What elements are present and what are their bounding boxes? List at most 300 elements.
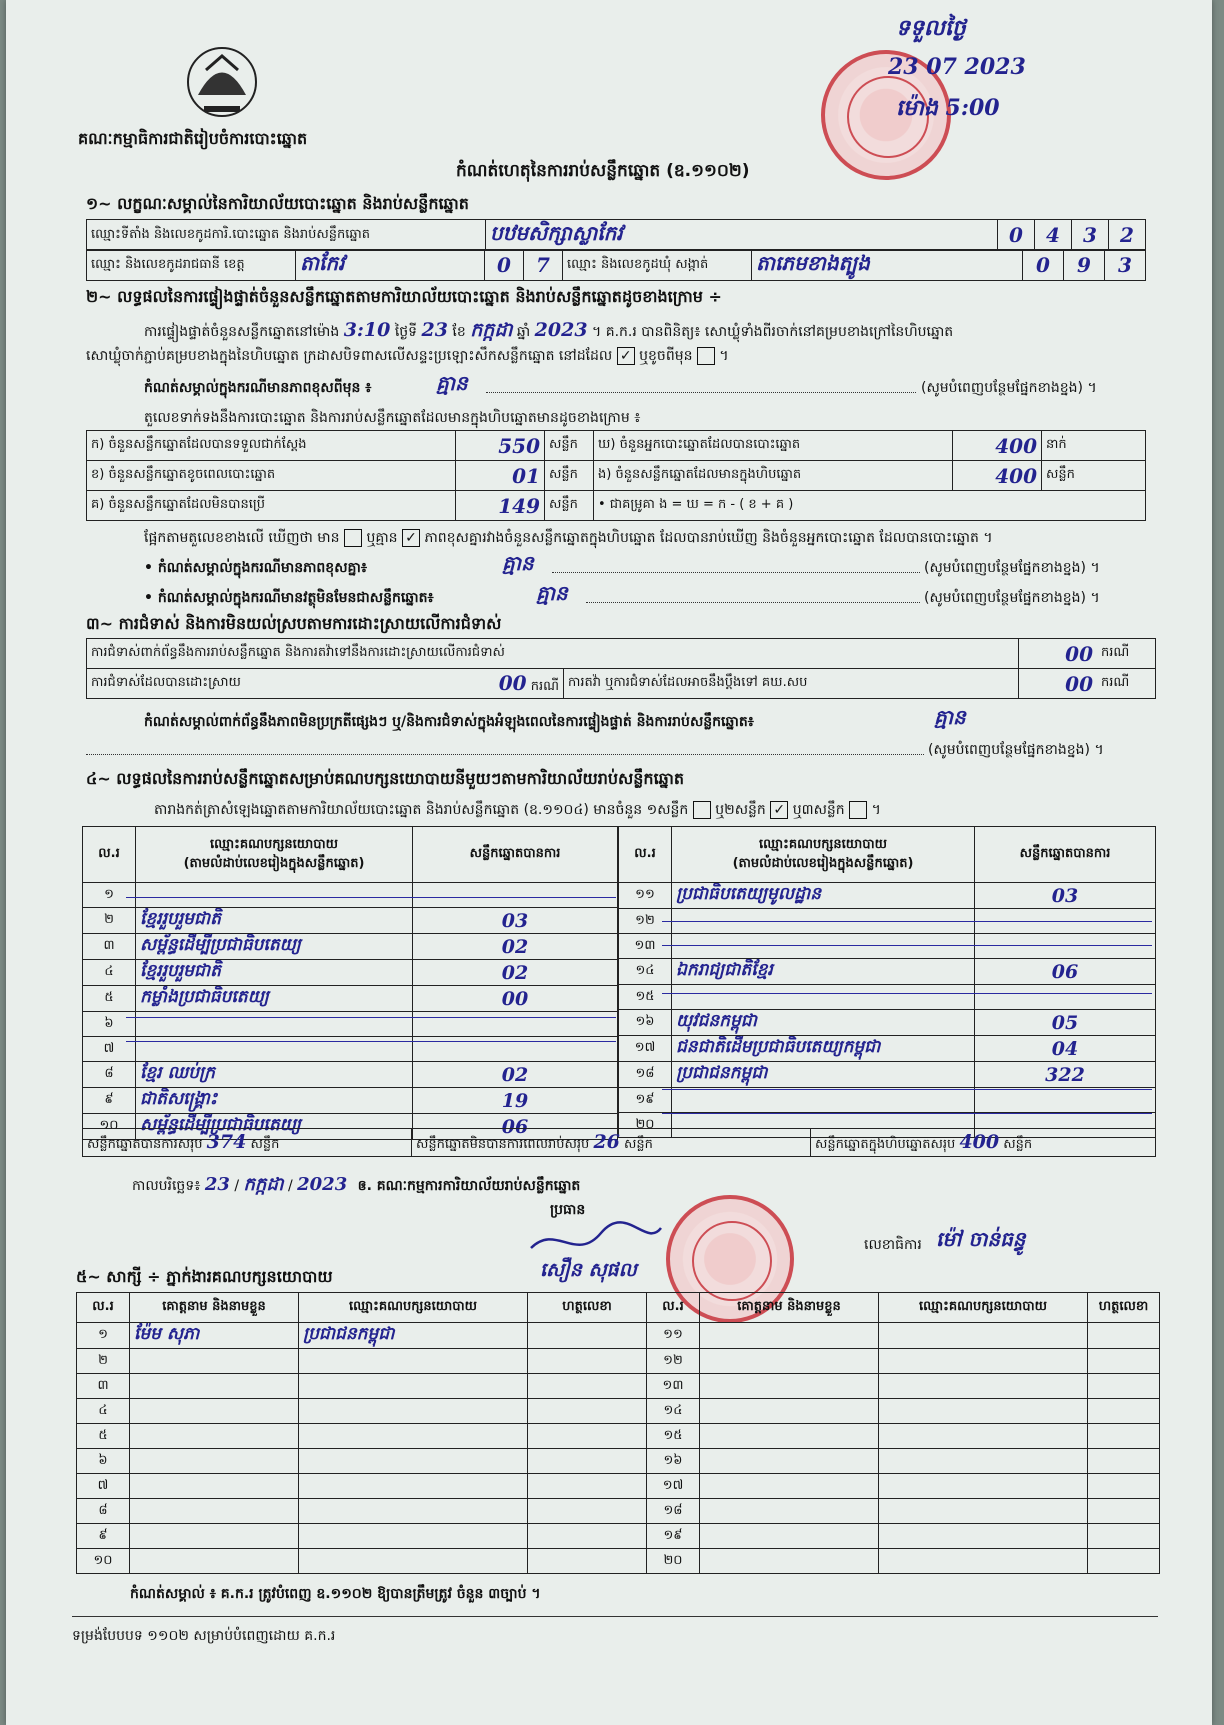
objection-row2b-unit: ករណី <box>1097 669 1156 699</box>
witness-signature <box>1088 1524 1160 1549</box>
p2-text: សោឃ្លុំចាក់ភ្ជាប់គម្របខាងក្នុងនៃហិបឆ្នោត ក្រដាសបិទពាសលើសន្ទះប្រឡោះសឹកសន្លឹកឆ្នោត នៅដដែល <box>86 348 613 364</box>
witness-no: ១៥ <box>647 1424 700 1449</box>
counts-table <box>86 430 1146 521</box>
result-no: ៥ <box>83 986 136 1012</box>
result-party: ឯករាជ្យជាតិខ្មែរ <box>672 959 975 985</box>
witness-name <box>700 1349 879 1374</box>
witness-party <box>879 1424 1088 1449</box>
witness-signature <box>1088 1499 1160 1524</box>
result-no: ៧ <box>83 1037 136 1062</box>
witness-name <box>130 1474 299 1499</box>
stamp-received-label: ទទួលថ្ងៃ <box>896 15 966 41</box>
location-label: ឈ្មោះទីតាំង និងលេខកូដការិ.បោះឆ្នោត និងរាប់សន្លឹកឆ្នោត <box>87 220 486 251</box>
witness-party: ប្រជាជនកម្ពុជា <box>299 1323 528 1349</box>
witness-no: ៨ <box>77 1499 130 1524</box>
result-party: ជនជាតិដើមប្រជាធិបតេយ្យកម្ពុជា <box>672 1036 975 1062</box>
commune-label: ឈ្មោះ និងលេខកូដឃុំ សង្កាត់ <box>563 250 752 281</box>
p1-month-label: ខែ <box>452 324 466 340</box>
p1-day-label: ថ្ងៃទី <box>394 324 418 340</box>
result-row <box>83 934 618 960</box>
p1-year-label: ឆ្នាំ <box>516 324 531 340</box>
objection-row1-label: ការជំទាស់ពាក់ព័ន្ធនឹងការរាប់សន្លឹកឆ្នោត និងការតវ៉ាទៅនឹងការដោះស្រាយលើការជំទាស់ <box>87 639 1019 669</box>
witness-party <box>299 1524 528 1549</box>
witness-name <box>700 1549 879 1574</box>
has-difference-checkbox[interactable] <box>344 529 362 547</box>
result-row <box>619 959 1156 985</box>
witness-signature <box>1088 1549 1160 1574</box>
witness-no: ៣ <box>77 1374 130 1399</box>
result-row <box>83 986 618 1012</box>
objection-row2b-label: ការតវ៉ា ឬការជំទាស់ដែលអាចនឹងប្តឹងទៅ គឃ.សប <box>564 669 1019 699</box>
date-day: 23 <box>204 1174 230 1195</box>
col-no: ល.រ <box>83 827 136 883</box>
witness-no: ៦ <box>77 1449 130 1474</box>
result-row <box>619 1062 1156 1088</box>
count-c-label: គ) ចំនួនសន្លឹកឆ្នោតដែលមិនបានប្រើ <box>87 491 456 521</box>
secretary-name: ម៉ៅ ចាន់ធន្ធូ <box>936 1227 1026 1251</box>
subline-a: តារាងកត់ត្រាសំឡេងឆ្នោតតាមការិយាល័យបោះឆ្នោត និងរាប់សន្លឹកឆ្នោត (ឧ.១១០៤) មានចំនួន ១សន្លឹក <box>154 802 689 818</box>
difference-note-value: គ្មាន <box>436 371 468 395</box>
result-votes: 02 <box>413 1062 618 1088</box>
witness-party <box>299 1549 528 1574</box>
date-month: កក្កដា <box>243 1174 284 1195</box>
col-party-title: ឈ្មោះគណបក្សនយោបាយ <box>759 836 887 852</box>
result-party: ខ្មែររួបរួមជាតិ <box>136 960 413 986</box>
result-votes <box>413 883 618 908</box>
count-d-value: 400 <box>953 431 1042 461</box>
p3-b: ឬគ្មាន <box>366 530 398 546</box>
witness-party <box>879 1549 1088 1574</box>
witness-party <box>299 1474 528 1499</box>
witness-signature <box>528 1499 647 1524</box>
witness-party <box>879 1349 1088 1374</box>
result-votes: 322 <box>975 1062 1156 1088</box>
section1-table <box>86 219 1146 251</box>
section5-title: ៥~ សាក្សី ÷ ភ្នាក់ងារគណបក្សនយោបាយ <box>76 1267 333 1286</box>
col-no: ល.រ <box>619 827 672 883</box>
w-col-sign: ហត្ថលេខា <box>1088 1293 1160 1323</box>
total-invalid-label: សន្លឹកឆ្នោតមិនបានការពេលរាប់សរុប <box>416 1136 590 1152</box>
witness-row <box>77 1549 1160 1574</box>
witness-signature <box>1088 1474 1160 1499</box>
result-votes <box>975 934 1156 959</box>
witness-no: ១៤ <box>647 1399 700 1424</box>
witness-row <box>77 1424 1160 1449</box>
section3-title: ៣~ ការជំទាស់ និងការមិនយល់ស្របតាមការដោះស្រាយលើការជំទាស់ <box>86 614 502 633</box>
witness-no: ១៣ <box>647 1374 700 1399</box>
verification-time: 3:10 <box>343 319 391 341</box>
witness-row <box>77 1374 1160 1399</box>
result-party: ខ្មែរ ឈប់ក្រ <box>136 1062 413 1088</box>
count-c-value: 149 <box>456 491 545 521</box>
result-no: ១០ <box>83 1114 136 1140</box>
verification-paragraph <box>144 318 953 346</box>
result-row <box>83 908 618 934</box>
col-party <box>672 827 975 883</box>
fill-hint: (សូមបំពេញបន្ថែមផ្នែកខាងខ្នង) ។ <box>921 380 1097 396</box>
witness-party <box>299 1399 528 1424</box>
witness-name <box>130 1499 299 1524</box>
result-no: ២០ <box>619 1113 672 1138</box>
witness-signature <box>1088 1424 1160 1449</box>
objection-row2-cell <box>455 669 564 699</box>
commune-code-digit: 0 <box>1023 250 1064 281</box>
result-no: ១ <box>83 883 136 908</box>
totals-table <box>82 1128 1156 1157</box>
count-c-unit: សន្លឹក <box>545 491 594 521</box>
p1-text: ការផ្ទៀងផ្ទាត់ចំនួនសន្លឹកឆ្នោតនៅម៉ោង <box>144 324 340 340</box>
witness-signature <box>1088 1399 1160 1424</box>
total-box-unit: សន្លឹក <box>1003 1136 1033 1152</box>
irregularity-note-value: គ្មាន <box>934 705 966 729</box>
result-votes <box>975 985 1156 1010</box>
total-box-label: សន្លឹកឆ្នោតក្នុងហិបឆ្នោតសរុប <box>815 1136 956 1152</box>
result-votes: 04 <box>975 1036 1156 1062</box>
witness-name <box>130 1349 299 1374</box>
witness-table <box>76 1292 1160 1574</box>
bullet1-label: • កំណត់សម្គាល់ក្នុងករណីមានភាពខុសគ្នា៖ <box>144 560 368 576</box>
objections-table <box>86 638 1156 699</box>
footnote: កំណត់សម្គាល់ ៖ គ.ក.រ ត្រូវបំពេញ ឧ.១១០២ ឱ្យបានត្រឹមត្រូវ ចំនួន ៣ច្បាប់ ។ <box>130 1586 541 1602</box>
witness-no: ១៩ <box>647 1524 700 1549</box>
result-row <box>83 1088 618 1114</box>
results-table-left <box>82 826 618 1140</box>
result-row <box>83 960 618 986</box>
witness-name <box>700 1323 879 1349</box>
p3-c: ភាពខុសគ្នារវាងចំនួនសន្លឹកឆ្នោតក្នុងហិបឆ្នោត ដែលបានរាប់ឃើញ និងចំនួនអ្នកបោះឆ្នោត ដែលបានបោះឆ្នោត ។ <box>424 530 993 546</box>
witness-no: ១៧ <box>647 1474 700 1499</box>
witness-signature <box>528 1549 647 1574</box>
subline-b: ឬ២សន្លឹក <box>715 802 766 818</box>
col-party-sub: (តាមលំដាប់លេខរៀងក្នុងសន្លឹកឆ្នោត) <box>732 855 914 871</box>
formula-text: • ជាគម្រូគា ង = ឃ = ក - ( ខ + គ ) <box>594 491 1146 521</box>
count-b-label: ខ) ចំនួនសន្លឹកឆ្នោតខូចពេលបោះឆ្នោត <box>87 461 456 491</box>
intact-checkbox[interactable]: ✓ <box>617 347 635 365</box>
result-no: ១២ <box>619 909 672 934</box>
witness-no: ១១ <box>647 1323 700 1349</box>
chair-name: សឿន សុផល <box>540 1259 637 1281</box>
witness-name <box>130 1374 299 1399</box>
result-party <box>672 1088 975 1113</box>
result-no: ៩ <box>83 1088 136 1114</box>
result-party <box>136 1012 413 1037</box>
total-valid-value: 374 <box>206 1130 247 1153</box>
witness-signature <box>528 1474 647 1499</box>
result-party: សម្ព័ន្ធដើម្បីប្រជាធិបតេយ្យ <box>136 934 413 960</box>
witness-no: ៧ <box>77 1474 130 1499</box>
result-votes: 02 <box>413 934 618 960</box>
total-box-cell <box>811 1129 1156 1157</box>
result-row <box>619 1088 1156 1113</box>
verification-month: កក្កដា <box>470 319 513 341</box>
tally-sheets-line: តារាងកត់ត្រាសំឡេងឆ្នោតតាមការិយាល័យបោះឆ្នោត និងរាប់សន្លឹកឆ្នោត (ឧ.១១០៤) មានចំនួន ១សន្លឹក ឬ២សន្លឹក ✓ ឬ៣សន្លឹក ។ <box>154 802 881 818</box>
witness-party <box>879 1374 1088 1399</box>
result-votes: 06 <box>413 1114 618 1140</box>
province-code-digit: 7 <box>524 250 563 281</box>
witness-no: ៤ <box>77 1399 130 1424</box>
witness-no: ២ <box>77 1349 130 1374</box>
count-d-label: ឃ) ចំនួនអ្នកបោះឆ្នោតដែលបានបោះឆ្នោត <box>594 431 953 461</box>
stamp-received-date: 23 07 2023 <box>888 54 1026 80</box>
witness-signature <box>528 1424 647 1449</box>
count-e-label: ង) ចំនួនសន្លឹកឆ្នោតដែលមានក្នុងហិបឆ្នោត <box>594 461 953 491</box>
witness-party <box>879 1499 1088 1524</box>
witness-no: ៩ <box>77 1524 130 1549</box>
objection-row1-unit: ករណី <box>1097 639 1156 669</box>
objection-row2-label: ការជំទាស់ដែលបានដោះស្រាយ <box>87 669 456 699</box>
result-votes: 02 <box>413 960 618 986</box>
witness-signature <box>528 1524 647 1549</box>
witness-name <box>130 1524 299 1549</box>
result-no: ១៥ <box>619 985 672 1010</box>
witness-row <box>77 1499 1160 1524</box>
witness-signature <box>528 1349 647 1374</box>
difference-note-label: កំណត់សម្គាល់ក្នុងករណីមានភាពខុសពីមុន ៖ <box>144 380 372 396</box>
one-sheet-checkbox[interactable] <box>693 801 711 819</box>
witness-signature <box>1088 1449 1160 1474</box>
chair-label: ប្រធាន <box>550 1202 586 1218</box>
result-votes <box>413 1012 618 1037</box>
witness-row <box>77 1349 1160 1374</box>
col-votes: សន្លឹកឆ្នោតបានការ <box>413 827 618 883</box>
witness-no: ៥ <box>77 1424 130 1449</box>
p2-or-text: ឬខូចពីមុន <box>639 348 693 364</box>
result-party <box>136 883 413 908</box>
result-votes: 00 <box>413 986 618 1012</box>
bullet2-hint: (សូមបំពេញបន្ថែមផ្នែកខាងខ្នង) ។ <box>924 590 1100 606</box>
result-party: ប្រជាធិបតេយ្យមូលដ្ឋាន <box>672 883 975 909</box>
verification-day: 23 <box>421 319 448 341</box>
result-row <box>83 1012 618 1037</box>
witness-signature <box>528 1399 647 1424</box>
result-no: ១៧ <box>619 1036 672 1062</box>
two-sheets-checkbox[interactable]: ✓ <box>770 801 788 819</box>
province-label: ឈ្មោះ និងលេខកូដរាជធានី ខេត្ត <box>87 250 296 281</box>
total-valid-unit: សន្លឹក <box>250 1136 280 1152</box>
bullet2-label: • កំណត់សម្គាល់ក្នុងករណីមានវត្ថុមិនមែនជាសន្លឹកឆ្នោត៖ <box>144 590 434 606</box>
witness-no: ១៦ <box>647 1449 700 1474</box>
witness-party <box>299 1499 528 1524</box>
witness-party <box>299 1449 528 1474</box>
total-invalid-cell <box>412 1129 811 1157</box>
witness-row <box>77 1474 1160 1499</box>
commune-value: តាភេមខាងត្បូង <box>752 250 1023 281</box>
three-sheets-checkbox[interactable] <box>849 801 867 819</box>
nec-emblem-icon <box>176 40 268 122</box>
result-row <box>619 883 1156 909</box>
province-value: តាកែវ <box>296 250 485 281</box>
result-no: ៤ <box>83 960 136 986</box>
no-difference-checkbox[interactable]: ✓ <box>402 529 420 547</box>
witness-party <box>879 1524 1088 1549</box>
witness-party <box>879 1449 1088 1474</box>
witness-party <box>299 1374 528 1399</box>
result-no: ១៣ <box>619 934 672 959</box>
count-e-unit: សន្លឹក <box>1042 461 1146 491</box>
w-col-no: ល.រ <box>77 1293 130 1323</box>
date-label: កាលបរិច្ឆេទ៖ <box>132 1178 201 1194</box>
result-row <box>619 934 1156 959</box>
section1-title: ១~ លក្ខណៈសម្គាល់នៃការិយាល័យបោះឆ្នោត និងរាប់សន្លឹកឆ្នោត <box>86 194 469 213</box>
stamp-received-time: ម៉ោង 5:00 <box>896 95 1000 121</box>
witness-row <box>77 1524 1160 1549</box>
w-col-sign: ហត្ថលេខា <box>528 1293 647 1323</box>
result-votes: 19 <box>413 1088 618 1114</box>
bullet1-hint: (សូមបំពេញបន្ថែមផ្នែកខាងខ្នង) ។ <box>924 560 1100 576</box>
count-a-label: ក) ចំនួនសន្លឹកឆ្នោតដែលបានទទួលជាក់ស្តែង <box>87 431 456 461</box>
witness-row <box>77 1399 1160 1424</box>
org-name: គណៈកម្មាធិការជាតិរៀបចំការបោះឆ្នោត <box>78 129 308 148</box>
date-line: កាលបរិច្ឆេទ៖ 23 / កក្កដា / 2023 ឲ. គណៈកម្មការការិយាល័យរាប់សន្លឹកឆ្នោត <box>132 1174 581 1195</box>
count-b-unit: សន្លឹក <box>545 461 594 491</box>
damaged-checkbox[interactable] <box>697 347 715 365</box>
result-no: ១៦ <box>619 1010 672 1036</box>
w-col-no: ល.រ <box>647 1293 700 1323</box>
witness-no: ១០ <box>77 1549 130 1574</box>
witness-no: ១ <box>77 1323 130 1349</box>
witness-signature <box>528 1323 647 1349</box>
witness-party <box>879 1474 1088 1499</box>
form-title: កំណត់ហេតុនៃការរាប់សន្លឹកឆ្នោត (ឧ.១១០២) <box>456 161 750 181</box>
result-party: យុវជនកម្ពុជា <box>672 1010 975 1036</box>
p1-tail: ។ គ.ក.រ បានពិនិត្យ៖ សោឃ្លុំទាំងពីរចាក់នៅគម្របខាងក្រៅនៃហិបឆ្នោត <box>592 324 954 340</box>
bullet2-value: គ្មាន <box>536 581 568 605</box>
commune-code-digit: 9 <box>1064 250 1105 281</box>
witness-name <box>700 1449 879 1474</box>
commune-code-digit: 3 <box>1105 250 1146 281</box>
result-row <box>619 985 1156 1010</box>
result-no: ៦ <box>83 1012 136 1037</box>
section4-title: ៤~ លទ្ធផលនៃការរាប់សន្លឹកឆ្នោតសម្រាប់គណបក្សនយោបាយនីមួយៗតាមការិយាល័យរាប់សន្លឹកឆ្នោត <box>86 769 685 788</box>
result-row <box>619 1036 1156 1062</box>
witness-name <box>130 1424 299 1449</box>
figures-intro: តួលេខទាក់ទងនឹងការបោះឆ្នោត និងការរាប់សន្លឹកឆ្នោតដែលមានក្នុងហិបឆ្នោតមានដូចខាងក្រោម ៖ <box>144 410 641 426</box>
result-row <box>83 1062 618 1088</box>
witness-name <box>700 1374 879 1399</box>
total-invalid-value: 26 <box>593 1130 620 1153</box>
verification-year: 2023 <box>534 319 588 341</box>
irregularity-note-label: កំណត់សម្គាល់ពាក់ព័ន្ធនឹងភាពមិនប្រក្រតីផ្សេងៗ ឬ/និងការជំទាស់ក្នុងអំឡុងពេលនៃការផ្ទៀងផ្ទាត់ និងការរាប់សន្លឹកឆ្នោត៖ <box>144 714 754 730</box>
witness-signature <box>1088 1349 1160 1374</box>
location-code-digit: 0 <box>998 220 1035 251</box>
witness-no: ២០ <box>647 1549 700 1574</box>
result-no: ៨ <box>83 1062 136 1088</box>
result-row <box>619 1010 1156 1036</box>
witness-signature <box>528 1374 647 1399</box>
witness-name <box>700 1524 879 1549</box>
total-invalid-unit: សន្លឹក <box>624 1136 653 1152</box>
province-code-digit: 0 <box>485 250 524 281</box>
location-code-digit: 3 <box>1072 220 1109 251</box>
count-b-value: 01 <box>456 461 545 491</box>
document-page <box>6 0 1212 1725</box>
witness-row <box>77 1323 1160 1349</box>
result-no: ១១ <box>619 883 672 909</box>
result-no: ១៨ <box>619 1062 672 1088</box>
total-box-value: 400 <box>959 1130 1000 1153</box>
witness-no: ១៨ <box>647 1499 700 1524</box>
objection-row2b-value: 00 <box>1019 669 1098 699</box>
result-party: សម្ព័ន្ធដើម្បីប្រជាធិបតេយ្យ <box>136 1114 413 1140</box>
count-d-unit: នាក់ <box>1042 431 1146 461</box>
witness-name <box>700 1474 879 1499</box>
result-party <box>672 934 975 959</box>
col-party-title: ឈ្មោះគណបក្សនយោបាយ <box>210 836 338 852</box>
witness-party <box>879 1323 1088 1349</box>
form-note: ទម្រង់បែបបទ ១១០២ សម្រាប់បំពេញដោយ គ.ក.រ <box>72 1628 336 1644</box>
w-col-party: ឈ្មោះគណបក្សនយោបាយ <box>299 1293 528 1323</box>
result-no: ២ <box>83 908 136 934</box>
witness-no: ១២ <box>647 1349 700 1374</box>
w-col-name: គោត្តនាម និងនាមខ្លួន <box>130 1293 299 1323</box>
result-party <box>672 985 975 1010</box>
results-table-right <box>618 826 1156 1138</box>
witness-row <box>77 1449 1160 1474</box>
count-e-value: 400 <box>953 461 1042 491</box>
count-a-value: 550 <box>456 431 545 461</box>
location-value: បឋមសិក្សាស្លាកែវ <box>486 220 998 251</box>
objection-row2-unit: ករណី <box>530 678 559 694</box>
total-valid-cell <box>83 1129 412 1157</box>
witness-name <box>700 1399 879 1424</box>
result-no: ១៩ <box>619 1088 672 1113</box>
witness-name <box>700 1424 879 1449</box>
secretary-label: លេខាធិការ <box>864 1237 922 1253</box>
bullet1-value: គ្មាន <box>502 551 534 575</box>
result-votes: 05 <box>975 1010 1156 1036</box>
section2-title: ២~ លទ្ធផលនៃការផ្ទៀងផ្ទាត់ចំនួនសន្លឹកឆ្នោតតាមការិយាល័យបោះឆ្នោត និងរាប់សន្លឹកឆ្នោតដូចខាងក្រោម ÷ <box>86 287 722 306</box>
location-code-digit: 2 <box>1109 220 1146 251</box>
location-code-digit: 4 <box>1035 220 1072 251</box>
total-valid-label: សន្លឹកឆ្នោតបានការសរុប <box>87 1136 203 1152</box>
seal-paragraph: សោឃ្លុំចាក់ភ្ជាប់គម្របខាងក្នុងនៃហិបឆ្នោត ក្រដាសបិទពាសលើសន្ទះប្រឡោះសឹកសន្លឹកឆ្នោត នៅដដែល ✓ ឬខូចពីមុន ។ <box>86 348 729 364</box>
result-party: ជាតិសង្គ្រោះ <box>136 1088 413 1114</box>
result-no: ១៤ <box>619 959 672 985</box>
section1-table-row2 <box>86 249 1146 281</box>
result-votes: 06 <box>975 959 1156 985</box>
witness-name <box>700 1499 879 1524</box>
witness-party <box>299 1349 528 1374</box>
result-party: កម្លាំងប្រជាធិបតេយ្យ <box>136 986 413 1012</box>
difference-paragraph <box>144 528 993 549</box>
witness-name <box>130 1449 299 1474</box>
col-party <box>136 827 413 883</box>
w-col-party: ឈ្មោះគណបក្សនយោបាយ <box>879 1293 1088 1323</box>
result-party: ប្រជាជនកម្ពុជា <box>672 1062 975 1088</box>
result-party: ខ្មែររួបរួមជាតិ <box>136 908 413 934</box>
result-no: ៣ <box>83 934 136 960</box>
objection-row1-value: 00 <box>1019 639 1098 669</box>
count-a-unit: សន្លឹក <box>545 431 594 461</box>
witness-name <box>130 1549 299 1574</box>
witness-signature <box>1088 1323 1160 1349</box>
col-party-sub: (តាមលំដាប់លេខរៀងក្នុងសន្លឹកឆ្នោត) <box>183 855 365 871</box>
witness-name <box>130 1399 299 1424</box>
subline-c: ឬ៣សន្លឹក <box>792 802 845 818</box>
w-col-name: គោត្តនាម និងនាមខ្លួន <box>700 1293 879 1323</box>
witness-signature <box>528 1449 647 1474</box>
witness-party <box>299 1424 528 1449</box>
witness-signature <box>1088 1374 1160 1399</box>
irregularity-hint: (សូមបំពេញបន្ថែមផ្នែកខាងខ្នង) ។ <box>928 742 1104 758</box>
result-votes: 03 <box>413 908 618 934</box>
result-votes: 03 <box>975 883 1156 909</box>
date-tail: ឲ. គណៈកម្មការការិយាល័យរាប់សន្លឹកឆ្នោត <box>357 1178 581 1194</box>
witness-party <box>879 1399 1088 1424</box>
objection-row2-value: 00 <box>498 670 527 695</box>
result-votes <box>975 1088 1156 1113</box>
p3-a: ផ្អែកតាមតួលេខខាងលើ ឃើញថា មាន <box>144 530 340 546</box>
